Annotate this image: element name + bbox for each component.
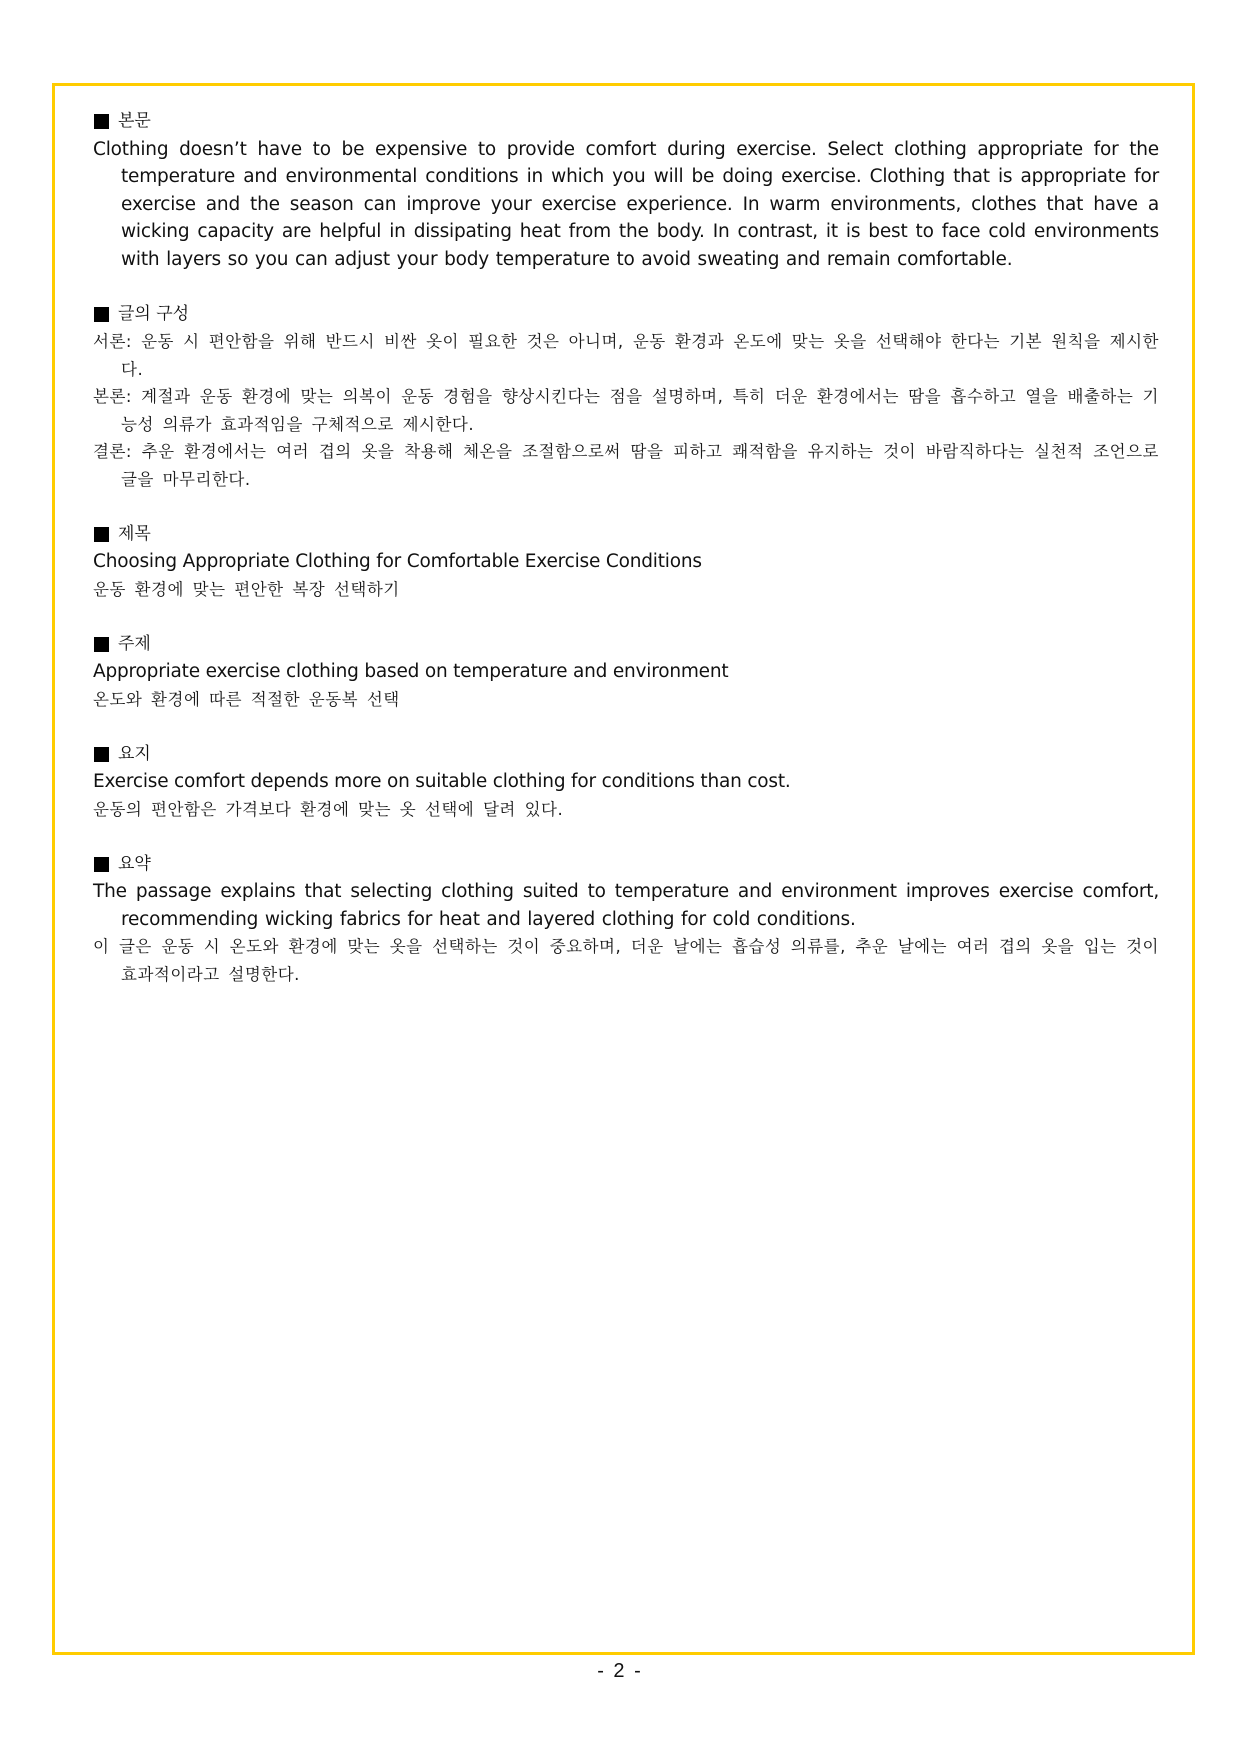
section-title: 제목 bbox=[118, 523, 151, 544]
title-korean: 운동 환경에 맞는 편안한 복장 선택하기 bbox=[93, 579, 400, 599]
section-header bbox=[93, 741, 1159, 769]
section-title-block bbox=[93, 521, 1159, 604]
section-title: 글의 구성 bbox=[118, 303, 190, 324]
gist-korean: 운동의 편안함은 가격보다 환경에 맞는 옷 선택에 달려 있다. bbox=[93, 799, 564, 819]
summary-korean: 이 글은 운동 시 온도와 환경에 맞는 옷을 선택하는 것이 중요하며, 더운 날에는 흡습성 의류를, 추운 날에는 여러 겹의 옷을 입는 것이 효과적이라고 설명한다. bbox=[93, 937, 1159, 984]
square-bullet-icon bbox=[94, 527, 109, 542]
section-structure bbox=[93, 301, 1159, 494]
section-title: 요지 bbox=[118, 743, 151, 764]
section-title: 본문 bbox=[118, 111, 151, 131]
section-summary bbox=[93, 851, 1159, 989]
page-number: - 2 - bbox=[597, 1660, 643, 1682]
passage-text: Clothing doesn’t have to be expensive to provide comfort during exercise. Select clothing appropriate for the temperature and environmental conditions in which you will be doing exercise. Clothing that is appropriate for exercise and the season can improve your exercise experience. In warm environments, clothes that have a wicking capacity are helpful in dissipating heat from the body. In contrast, it is best to face cold environments with layers so you can adjust your body temperature to avoid sweating and remain comfortable. bbox=[93, 138, 1159, 270]
section-title: 주제 bbox=[118, 633, 151, 654]
structure-conclusion: 결론: 추운 환경에서는 여러 겹의 옷을 착용해 체온을 조절함으로써 땀을 피하고 쾌적함을 유지하는 것이 바람직하다는 실천적 조언으로 글을 마무리한다. bbox=[93, 442, 1159, 489]
section-body bbox=[93, 108, 1159, 273]
topic-korean: 온도와 환경에 따른 적절한 운동복 선택 bbox=[93, 689, 400, 709]
section-header bbox=[93, 521, 1159, 549]
section-gist bbox=[93, 741, 1159, 824]
section-header bbox=[93, 301, 1159, 329]
section-header bbox=[93, 631, 1159, 659]
square-bullet-icon bbox=[94, 114, 109, 129]
topic-english: Appropriate exercise clothing based on temperature and environment bbox=[93, 661, 729, 682]
square-bullet-icon bbox=[94, 747, 109, 762]
section-header bbox=[93, 851, 1159, 879]
section-title: 요약 bbox=[118, 853, 151, 874]
summary-english: The passage explains that selecting clothing suited to temperature and environment improves exercise comfort, recommending wicking fabrics for heat and layered clothing for cold conditions. bbox=[93, 881, 1159, 930]
document-content bbox=[93, 108, 1159, 1016]
square-bullet-icon bbox=[94, 857, 109, 872]
gist-english: Exercise comfort depends more on suitable clothing for conditions than cost. bbox=[93, 771, 791, 792]
title-english: Choosing Appropriate Clothing for Comfortable Exercise Conditions bbox=[93, 551, 702, 572]
square-bullet-icon bbox=[94, 307, 109, 322]
structure-intro: 서론: 운동 시 편안함을 위해 반드시 비싼 옷이 필요한 것은 아니며, 운동 환경과 온도에 맞는 옷을 선택해야 한다는 기본 원칙을 제시한다. bbox=[93, 332, 1159, 379]
section-header bbox=[93, 108, 1159, 136]
section-topic bbox=[93, 631, 1159, 714]
square-bullet-icon bbox=[94, 637, 109, 652]
structure-main: 본론: 계절과 운동 환경에 맞는 의복이 운동 경험을 향상시킨다는 점을 설명하며, 특히 더운 환경에서는 땀을 흡수하고 열을 배출하는 기능성 의류가 효과적임을 구체적으로 제시한다. bbox=[93, 387, 1159, 434]
